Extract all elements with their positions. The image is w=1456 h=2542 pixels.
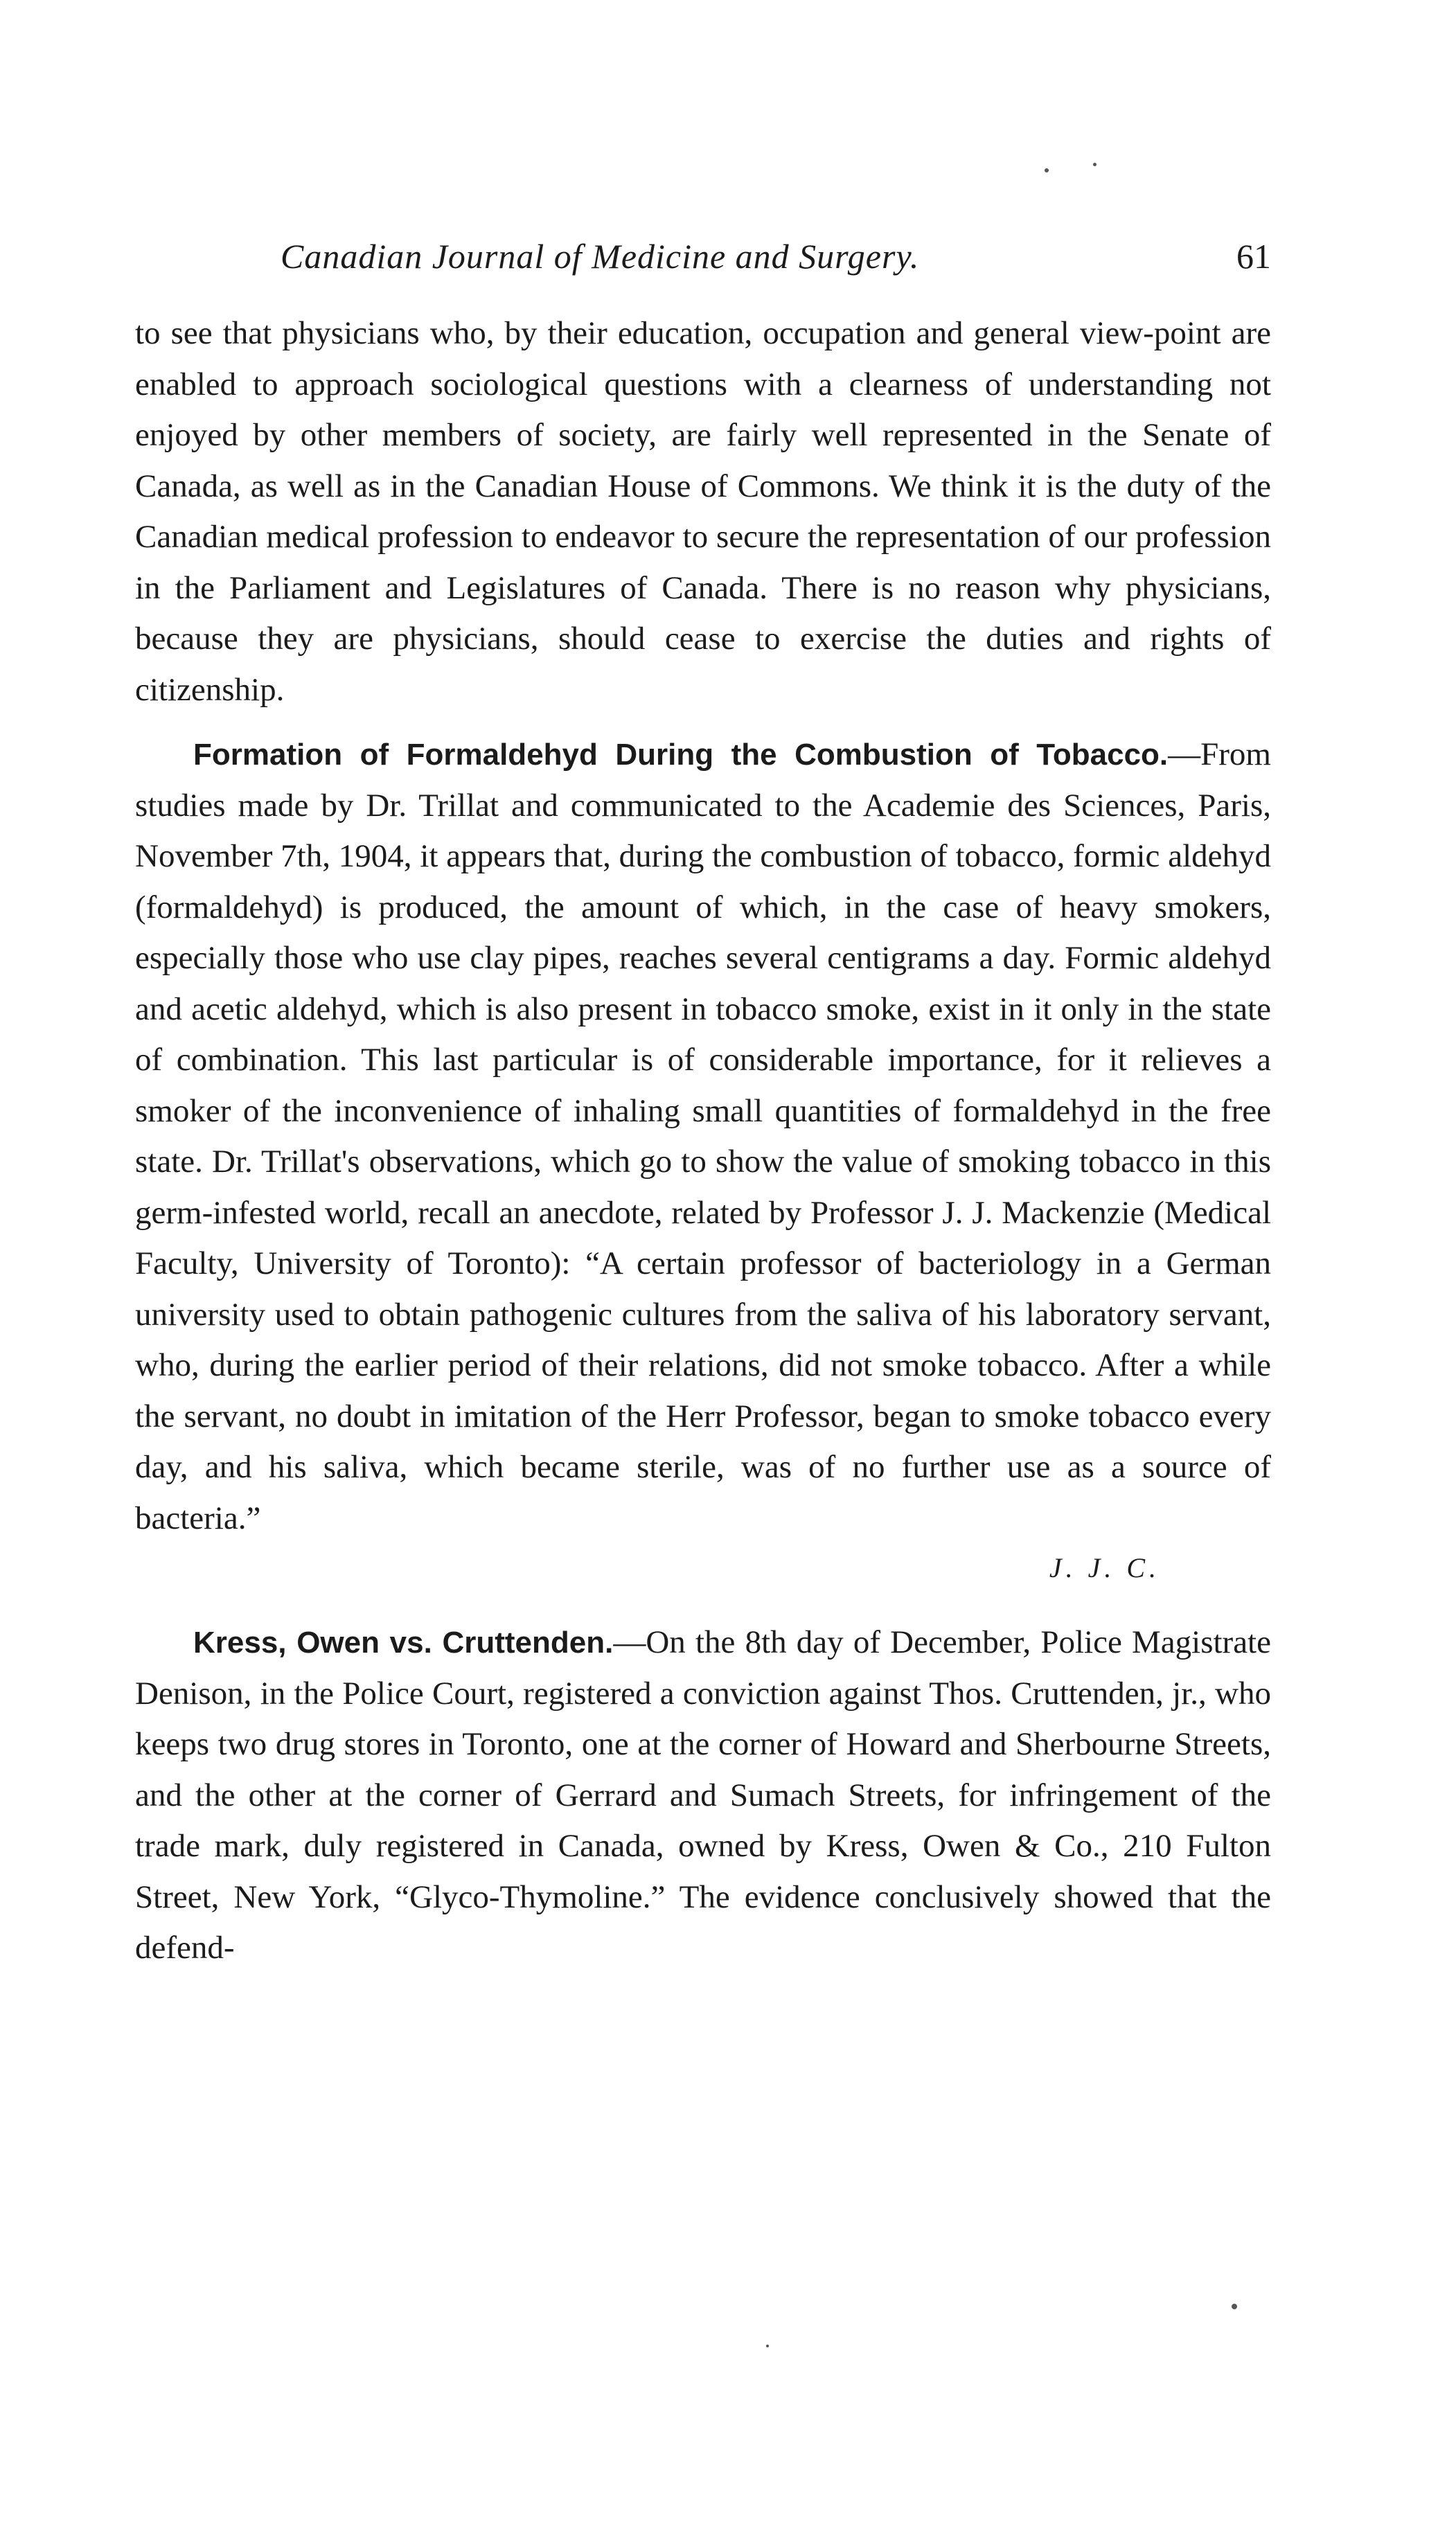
article-text: —On the 8th day of December, Police Magistrate Denison, in the Police Court, registered a conviction against Thos. Cruttenden, jr., who keeps two drug stores in Toronto, one at the corner of Howard and Sherbourne Streets, and the other at the corner of Gerrard and Sumach Streets, for infringement of the trade mark, duly registered in Canada, owned by Kress, Owen & Co., 210 Fulton Street, New York, “Glyco-Thymoline.” The evidence conclusively showed that the defend- [135, 1624, 1271, 1966]
print-speck [1093, 163, 1097, 166]
print-speck [1045, 168, 1049, 172]
article-formaldehyd [135, 729, 1271, 1544]
paragraph-continuation [135, 308, 1271, 716]
page-number: 61 [1236, 237, 1271, 276]
article-heading: Formation of Formaldehyd During the Combustion of Tobacco. [193, 738, 1169, 772]
body-text [135, 308, 1271, 1974]
page-header [135, 232, 1271, 281]
article-text: —From studies made by Dr. Trillat and communicated to the Academie des Sciences, Paris, November 7th, 1904, it appears that, during the combustion of tobacco, formic aldehyd (formaldehyd) is produced, the amount of which, in the case of heavy smokers, especially those who use clay pipes, reaches several centigrams a day. Formic aldehyd and acetic aldehyd, which is also present in tobacco smoke, exist in it only in the state of combination. This last particular is of considerable importance, for it relieves a smoker of the inconvenience of inhaling small quantities of formaldehyd in the free state. Dr. Trillat's observations, which go to show the value of smoking tobacco in this germ-infested world, recall an anecdote, related by Professor J. J. Mackenzie (Medical Faculty, University of Toronto): “A certain professor of bacteriology in a German university used to obtain pathogenic cultures from the saliva of his laboratory servant, who, during the earlier period of their relations, did not smoke tobacco. After a while the servant, no doubt in imitation of the Herr Professor, began to smoke tobacco every day, and his saliva, which became sterile, was of no further use as a source of bacteria.” [135, 736, 1271, 1536]
article-kress-owen [135, 1617, 1271, 1974]
print-speck [766, 2345, 769, 2347]
print-speck [1232, 2304, 1237, 2309]
article-heading: Kress, Owen vs. Cruttenden. [193, 1626, 614, 1660]
author-initials: J. J. C. [1049, 1552, 1160, 1583]
paragraph-text: to see that physicians who, by their education, occupation and general view-point are enabled to approach sociological questions with a clearness of understanding not enjoyed by other members of society, are fairly well represented in the Senate of Canada, as well as in the Canadian House of Commons. We think it is the duty of the Canadian medical profession to endeavor to secure the representation of our profession in the Parliament and Legislatures of Canada. There is no reason why physicians, because they are physicians, should cease to exercise the duties and rights of citizenship. [135, 315, 1271, 708]
running-head: Canadian Journal of Medicine and Surgery. [281, 237, 920, 276]
